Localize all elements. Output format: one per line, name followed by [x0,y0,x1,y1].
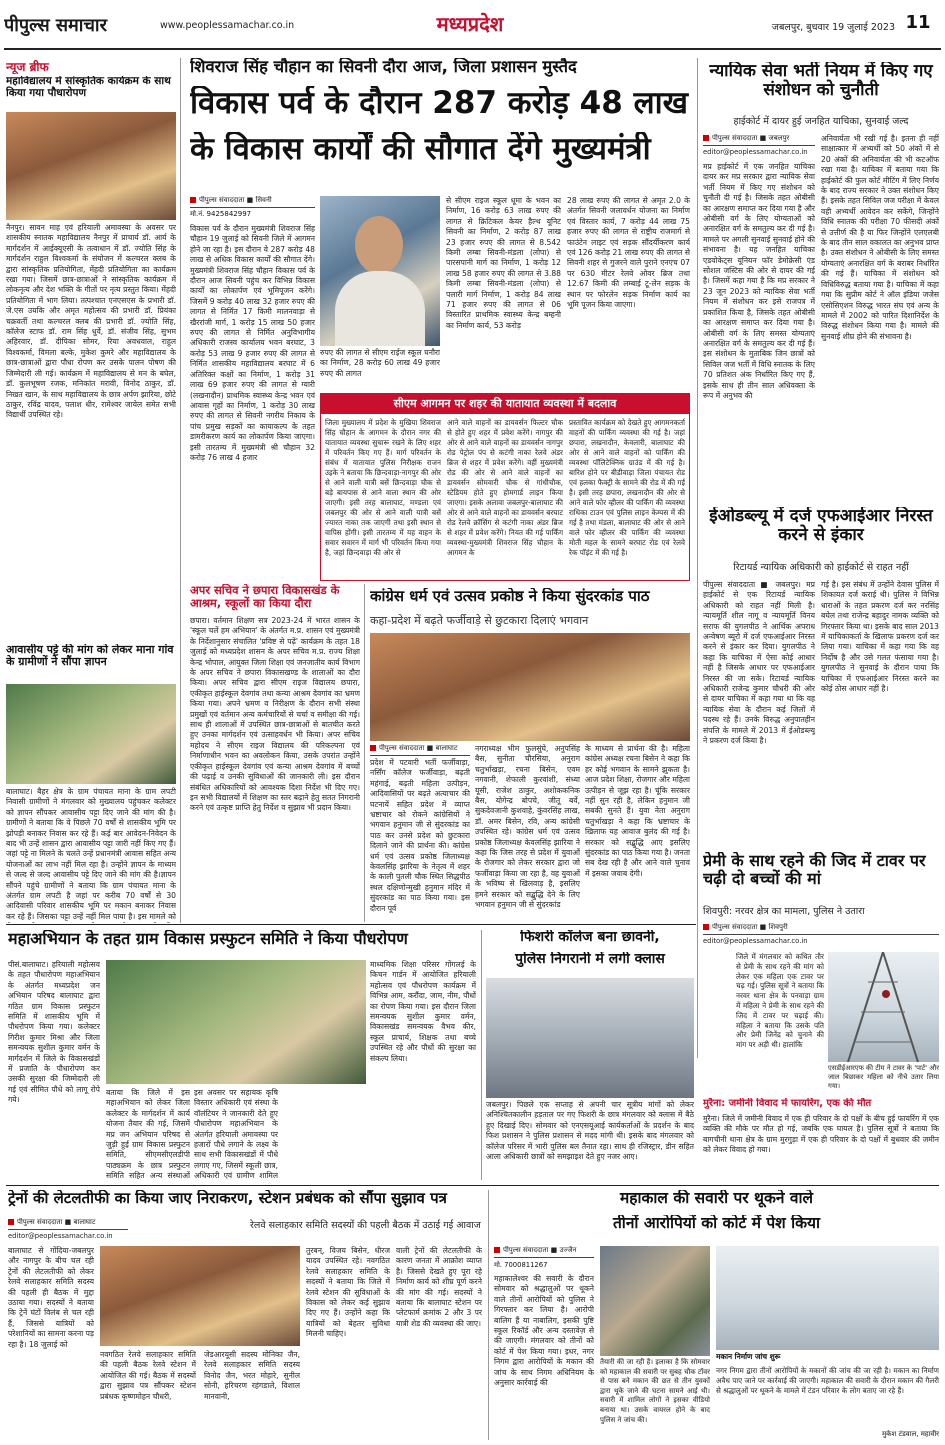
schools-body: छपारा। वर्तमान शिक्षण सत्र 2023-24 में भारत शासन के 'स्कूल चलें हम अभियान' के अंतर्गत म.प्र. शासन एवं मुख्यमंत्री के निर्देशानुसार संचालित 'प्रविष्ट से पढ़ें' कार्यक्रम के तहत 18 जुलाई को मध्यप्रदेश शासन के अपर सचिव म.प्र. राज्य शिक्षा केन्द्र भोपाल, आयुक्त जिला शिक्षा एवं जनजातीय कार्य विभाग के अपर सचिव ने छपारा विकासखण्ड के शालाओं का दौरा किया। अपर सचिव द्वारा सीएम राइज विद्यालय छपारा, एकीकृत हाईस्कूल देवगांव तथा कन्या आश्रम देवगांव का भ्रमण किया गया। अपने भ्रमण व निरीक्षण के दौरान सभी संस्था प्रमुखों एवं वर्तमान अन्य कर्मचारियों से चर्चा व समीक्षा की गई। साथ ही शालाओं में उपस्थित छात्र-छात्राओं से बातचीत करते हुए उनका मार्गदर्शन एवं उत्साहवर्धन भी किया। अपर सचिव महोदय ने सीएम राइज विद्यालय की परिकल्पना एवं निर्माणाधीन भवन का अवलोकन किया, उसके उपरांत उन्होंने एकीकृत हाईस्कूल देवगांव एवं कन्या आश्रम देवगांव में बच्चों की पढ़ाई व उनकी सुविधाओं की जानकारी ली। इस दौरान संबंधित अधिकारियों को आवश्यक दिशा निर्देश भी दिए गए। इन सभी विद्यालयों में शिक्षण का स्तर बढ़ाने हेतु सतत निगरानी करने एवं उत्कृष्ट प्राप्ति हेतु निर्देश व सुझाव भी प्रदान किया। [190,616,360,813]
lead-kicker: शिवराज सिंह चौहान का सिवनी दौरा आज, जिला प्रशासन मुस्तैद [190,58,577,76]
news-brief-label: न्यूज ब्रीफ [6,60,49,74]
mahakal-photo-caption: तैयारी की जा रही है। इलाका है कि सोमवार को महाकाल की सवारी पर सुबह चौक टॉवर से पास बने मकान की छत से तीन युवकों द्वारा थूके जाने की घटना सामने आई थी। सवारी में शामिल लोगों ने इसका वीडियो बनाया था। उसके वायरल होने के बाद पुलिस ने जांच की। [600,1358,710,1424]
lead-headline-line2: के विकास कार्यों की सौगात देंगे मुख्यमंत्री [190,132,651,167]
page-number: 11 [905,12,931,33]
column-divider [697,58,698,1058]
portrait-face [355,216,403,274]
tower-photo-caption: एसडीईआरएफ की टीम ने टावर के 'पार्ट' और जाल बिछाकर महिला को नीचे उतार लिया गया। [828,1064,939,1090]
column-divider [364,584,365,922]
murder-body: मुरैना। जिले में जमीनी विवाद में एक ही परिवार के दो पक्षों के बीच हुई फायरिंग में एक व्यक्ति की मौके पर मौत हो गई, जबकि एक घायल है। पुलिस सूत्रों ने बताया कि बागचीनी थाना क्षेत्र के ग्राम मुरगुड़ा में एक ही परिवार के दो पक्षों में बुधवार की जमीन को लेकर विवाद हो गया। [703,1114,939,1155]
column-divider [481,930,482,1180]
eow-col2: गई है। इस संबंध में उन्होंने देवास पुलिस में शिकायत दर्ज कराई थी। पुलिस ने विभिन्न धाराओं के तहत प्रकरण दर्ज कर नरसिंह बघेल तथा राजेन्द्र बहादुर नामक व्यक्ति को गिरफ्तार किया था। इसके बाद साल 2013 में याचिकाकर्ता के खिलाफ प्रकरण दर्ज कर लिया गया। याचिका में कहा गया कि वह निर्दोष है और उसे गलत फंसाया गया है। युगलपीठ ने सुनवाई के दौरान पाया कि याचिका में एफआईआर निरस्त करने का कोई ठोस आधार नहीं है। [821,580,939,694]
mahakal-head1: महाकाल की सवारी पर थूकने वाले [619,1190,813,1207]
tower-photo [828,952,939,1062]
judicial-subhead: हाईकोर्ट में दायर हुई जनहित याचिका, सुनवाई जल्द [733,116,909,127]
trains-col3: जेडआरयूसी सदस्य मोनिका जैन, रेलवे सलाहकार समिति सदस्य विनोद जैन, भरत मोहारे, सुनील सोनी, हरिचरण रहंगडाले, विशाल मानवानी, [204,1350,300,1401]
trains-col5: वाली ट्रेनों की लेटलतीफी के कारण जनता में आक्रोश व्याप्त है। जिससे देखते हुए पूरा रहे निर्माण कार्य को शीघ्र पूर्ण करने की मांग की गई। सदस्यों ने बताया कि बालाघाट स्टेशन पर प्लेटफार्म क्रमांक 2 और 3 पर यात्री शेड की व्यवस्था की जाए। [396,1246,482,1328]
traffic-col2: आने वाले वाहनों का डायवर्सन फिल्टर चौक से होते हुए शहर में प्रवेश करेंगे। नागपुर की ओर से आने वाले वाहनों का डायवर्सन नागपुर रोड पेट्रोल पंप से कटंगी नाका रेलवे अंडर ब्रिज से शहर में प्रवेश करेंगे। वहीं मुख्यमंत्री रोड की ओर से आने वाले वाहनों का डायवर्सन सोमवारी चौक से गांधीचौक, स्टेडियम होते हुए होमगार्ड लाइन किया जाएगा। इसके अलावा जबलपुर-बालाघाट की ओर से आने वाले वाहनों का डायवर्सन बरघाट रोड रेलवे क्रॉसिंग से कटंगी नाका अंडर ब्रिज से शहर में प्रवेश करेंगे। नियत की गई पार्किंग व्यवस्था-मुख्यमंत्री शिवराज सिंह चौहान के आगमन के [447,418,563,557]
judicial-head: न्यायिक सेवा भर्ती नियम में किए गए संशोधन को चुनौती [709,62,933,101]
brief-item2-title: आवासीय पट्टे की मांग को लेकर माना गांव के ग्रामीणों ने सौंपा ज्ञापन [6,644,174,669]
lead-col1: विकास पर्व के दौरान मुख्यमंत्री शिवराज सिंह चौहान 19 जुलाई को सिवनी जिले में आगमन होने जा रहा है। इस दौरान वे 287 करोड़ 48 लाख से अधिक विकास कार्यों की सौगात देंगे। मुख्यमंत्री शिवराज सिंह चौहान विकास पर्व के दौरान आज सिवनी पहुंच कर विभिन्न विकास कार्यों का लोकार्पण एवं भूमिपूजन करेंगे। जिसमें 9 करोड़ 40 लाख 32 हजार रुपए की लागत से निर्मित 17 किमी मालनवाड़ा से खैररांजी मार्ग, 1 करोड़ 15 लाख 50 हजार रुपए की लागत से निर्मित अनुविभागीय अधिकारी राजस्व कार्यालय भवन बरघाट, 3 करोड़ 53 लाख 9 हजार रुपए की लागत से निर्मित शासकीय महाविद्यालय बरघाट में 6 अतिरिक्त कक्षों का निर्माण, 1 करोड़ 31 लाख 69 हजार रुपए की लागत से ग्यारी (लखनादौन) प्राथमिक स्वास्थ्य केन्द्र भवन एवं आवास गृहों का निर्माण, 1 करोड़ 30 लाख रुपए की लागत से सिवनी नगरीय निकाय के पांच प्रमुख सड़कों का कायाकल्प के तहत डामरीकरण कार्य का लोकार्पण किया जाएगा। इसी तारतम्य में मुख्यमंत्री श्री चौहान 32 करोड़ 76 लाख 4 हजार [190,224,315,462]
section-rule [6,1185,939,1186]
tower-body: जिले में मंगलवार को कथित तौर से प्रेमी के साथ रहने की मांग को लेकर एक महिला एक टावर पर चढ़ गई। पुलिस सूत्रों ने बताया कि नरवर थाना क्षेत्र के पनवाड़ा ग्राम में महिला ने प्रेमी के साथ रहने की जिद में टावर पर चढ़ाई की। महिला ने बताया कि उसके पति और प्रेमी जिनेंद्र को चुनाने की मांग पर अड़ी थी। हालांकि [736,952,824,1050]
trains-col4: तुरबन्, विजय बिसेन, धीरज यादव उपस्थित रहे। नवगठित रेलवे सलाहकार समिति के सदस्यों ने बताया कि जिले में रेलवे स्टेशन की सुविधाओं के विकास को लेकर कई सुझाव दिए गए हैं। उन्होंने कहा कि यात्रियों को बेहतर सुविधा मिलनी चाहिए। [306,1246,390,1339]
congress-photo [370,633,690,741]
dateline: जबलपुर, बुधवार 19 जुलाई 2023 [771,22,895,33]
tower-head: प्रेमी के साथ रहने की जिद में टावर पर चढ़ी दो बच्चों की मां [703,852,926,888]
congress-col1: प्रदेश में पटवारी भर्ती फर्जीवाड़ा, नर्सिंग कॉलेज फर्जीवाड़ा, बढ़ती महंगाई, बढ़ती महिला उत्पीड़न, आदिवासियों पर बढ़ते अत्याचार की घटनायें सहित प्रदेश में व्याप्त भ्रष्टाचार को रोकने कांग्रेसियों ने भगवान हनुमान जी से सुंदरकांड का पाठ कर उनसे प्रदेश को छुटकारा दिलाने जाने की प्रार्थना की। कांग्रेस धर्म एवं उत्सव प्रकोष्ठ जिलाध्यक्ष केवलसिंह झारिया के नेतृत्व में शहर के काली पुतली चौक स्थित सिद्धपीठ स्थल दक्षिणोन्मुखी हनुमान मंदिर में सुंदरकांड का पाठ किया गया। इस दौरान पूर्व [370,758,470,913]
column-divider [180,58,181,923]
trains-byline [8,1218,128,1230]
congress-byline-text: पीपुल्स संवाददाता ■ बालाघाट [379,744,458,752]
traffic-col3: प्रस्तावित कार्यक्रम को देखते हुए आगमनकर्ता वाहनों की पार्किंग व्यवस्था की गई है। जहां छपारा, लखनादौन, केवलारी, बालाघाट की ओर से आने वाले वाहनों को पार्किंग की व्यवस्था पॉलिटेक्निक ग्राउंड में की गई है। बारिश होने पर बीडीवाड़ा जिला पंचायत रोड एवं हलका फैक्ट्री के सामने की रोड में की गई है। इसी तरह छपारा, लखनादौन की ओर से आने वाले फोर व्हीलर की पार्किंग की व्यवस्था राधिका टाउन एवं पुलिस लाइन केम्पस में की गई है तथा मंडला, बालाघाट की ओर से आने वाले फोर व्हीलर की पार्किंग की व्यवस्था मोती महल के सामने बरघाट रोड एवं रेलवे रेक पॉइंट में की गई है। [569,418,685,557]
mahaabhiyan-col1: पीसं.बालाघाट। हरियाली महोत्सव के तहत पौधारोपण महाअभियान के अंतर्गत मध्यप्रदेश जन अभियान परिषद बालाघाट द्वारा गठित ग्राम विकास प्रस्फुटन समिति में शासकीय भूमि में पौधरोपण किया गया। कलेक्टर गिरीश कुमार मिश्रा और जिला समन्वयक सुशील कुमार वर्मन के मार्गदर्शन में जिले के विकासखंडों में प्रजाति के पौधारोपण कर उसकी सुरक्षा की जिम्मेदारी ली गई एवं सीमित पौधे को लागू रोपे गये। [8,960,100,1105]
brief-item1-title: महाविद्यालय में सांस्कृतिक कार्यक्रम के साथ किया गया पौधारोपण [6,76,171,99]
trains-subhead: रेलवे सलाहकार समिति सदस्यों की पहली बैठक में उठाई गई आवाज [250,1220,481,1231]
mahakal-demolition-caption: मकान निर्माण जांच शुरू [716,1352,781,1361]
masthead [0,0,945,52]
mahaabhiyan-photo [106,960,366,1084]
brief-item2-photo [6,684,176,784]
murder-head: मुरैना: जमीनी विवाद में फायरिंग, एक की मौत [703,1098,872,1109]
trains-col1: बालाघाट से गोंदिया-जबलपुर और नागपुर के बीच चल रही ट्रेनों की लेटलतीफी को लेकर रेलवे सलाहकार समिति सदस्य की पहली ही बैठक में मुद्दा उठाया गया। सदस्यों ने बताया कि ट्रेनें घंटों विलंब से चल रही हैं, जिससे यात्रियों को परेशानियों का सामना करना पड़ रहा है। 18 जुलाई को [8,1246,94,1349]
tower-email[interactable]: editor@peoplessamachar.co.in [703,937,808,945]
mahakal-photo [600,1246,710,1356]
coaching-head1: फिशरी कॉलेज बना छावनी, [520,930,660,945]
mahaabhiyan-col2: बताया कि जिले में इस महाअभियान को लेकर जिला कलेक्टर के मार्गदर्शन में कार्य योजना तैयार की गई, जिसमें मप्र जन अभियान परिषद से जुड़ी हुई ग्राम विकास प्रस्फुटन समिति, सीएमसीएलडीपी पाठ्यक्रम के छात्र प्रस्फुटन समिति सहित अन्य संस्थाओं [106,1088,190,1180]
judicial-col1: मप्र हाईकोर्ट में एक जनहित याचिका दायर कर मप्र सरकार द्वारा न्यायिक सेवा भर्ती नियम में किए गए संशोधन को चुनौती दी गई है। जिसके तहत ओबीसी का आरक्षण समाप्त कर दिया गया है और ओबीसी वर्ग के लिए योग्यताओं को अनारक्षित वर्ग के समतुल्य कर दी गई है। मामले पर अगली सुनवाई सुनवाई होने की संभावना है। यह जनहित याचिका एडवोकेट्स यूनियन फॉर डेमोक्रेसी एंड सोशल जस्टिस की ओर से दायर की गई है। जिसमें कहा गया है कि मप्र सरकार ने 23 जून 2023 को न्यायिक सेवा भर्ती नियम में संशोधन कर इसे राजपत्र में प्रकाशित किया है, जिसके तहत ओबीसी का आरक्षण समाप्त कर दिया गया है। ओबीसी वर्ग के लिए समस्त योग्यताएं अनारक्षित वर्ग के समतुल्य कर दी गई हैं। इस संशोधन के मुताबिक जिन छात्रों को सिविल जज भर्ती में विधि स्नातक के लिए 70 प्रतिशत अंक निर्धारित किए गए हैं, इसके साथ ही तीन साल अधिवक्ता के रूप में अनुभव की [703,162,815,400]
mahaabhiyan-head: महाअभियान के तहत ग्राम विकास प्रस्फुटन समिति ने किया पौधरोपण [8,930,408,948]
lead-byline [190,196,315,208]
traffic-box [320,393,690,581]
brand-name: पीपुल्स समाचार [4,15,107,36]
column-divider [488,1190,489,1440]
trains-head: ट्रेनों की लेटलतीफी का किया जाए निराकरण, स्टेशन प्रबंधक को सौंपा सुझाव पत्र [8,1190,447,1207]
trains-email[interactable]: editor@peoplessamachar.co.in [8,1232,113,1240]
mahakal-head2: तीनों आरोपियों को कोर्ट में पेश किया [612,1215,821,1232]
judicial-col2: अनिवार्यता भी रखी गई है। इतना ही नहीं साक्षात्कार में अभ्यर्थी को 50 अंकों में से 20 अंकों की अनिवार्यता की भी कटऑफ रखा गया है। याचिका में बताया गया कि हाईकोर्ट की फुल कोर्ट मीटिंग में लिए निर्णय के बाद राज्य सरकार ने उक्त संशोधन किए हैं। इसके तहत सिविल जज परीक्षा में केवल वही अभ्यर्थी आवेदन कर सकेंगे, जिन्होंने विधि स्नातक की परीक्षा 70 फीसदी अंकों से उत्तीर्ण की है या फिर जिन्होंने एलएलबी के बाद तीन साल वकालत का अनुभव प्राप्त है। उक्त संशोधन ने ओबीसी के लिए समस्त योग्यताएं अनारक्षित वर्ग के बराबर निर्धारित की गई हैं। याचिका में संशोधन को विधिविरुद्ध बताया गया है। याचिका में कहा गया कि सुप्रीम कोर्ट ने ऑल इंडिया जजेस एसोसिएशन विरुद्ध भारत संघ एवं अन्य के मामले में 2002 को पारित दिशानिर्देश के विरुद्ध संशोधन किया गया है। मामले की सुनवाई शीघ्र होने की संभावना है। [821,134,939,341]
eow-subhead: रिटायर्ड न्यायिक अधिकारी को हाईकोर्ट से राहत नहीं [733,562,909,573]
trains-col2: नवगठित रेलवे सलाहकार समिति की पहली बैठक रेलवे स्टेशन में आयोजित की गई। बैठक में सदस्यों द्वारा सुझाव पत्र सौंपकर स्टेशन प्रबंधक कृष्णमोहन चौधरी, [100,1350,196,1401]
congress-col3: के माध्यम से प्रार्थना की है। महिला कांग्रेस अध्यक्ष रचना बिसेन ने कहा कि हर कोई भगवान के सामने झुकता है। आज प्रदेश शिक्षा, रोजगार और महिला उत्पीड़न से जूझ रहा है। चूंकि सरकार नहीं सुन रही है, लेकिन हनुमान जी सबकी सुनते हैं। युवा नेता अनुराग चतुर्भाखड़ा ने कहा कि भ्रष्टाचार के खिलाफ यह आवाज बुलंद की गई है। सरकार को सद्बुद्धि आए इसलिए सुंदरकांड का पाठ किया गया है। जनता सब देख रही है और आने वाले चुनाव में इसका जवाब देगी। [585,744,690,878]
tower-icon [828,952,939,1062]
eow-head: ईओडब्ल्यू में दर्ज एफआईआर निरस्त करने से इंकार [709,507,933,546]
mahakal-byline [494,1246,594,1258]
coaching-head2: पुलिस निगरानी में लगी क्लास [515,952,665,967]
mahakal-phone: मो. 7000811267 [494,1261,548,1269]
eow-col1: पीपुल्स संवाददाता ■ जबलपुर। मप्र हाईकोर्ट से एक रिटायर्ड न्यायिक अधिकारी को राहत नहीं मिली है। न्यायमूर्ति शील नागू व न्यायमूर्ति विनय सराफ की युगलपीठ ने आर्थिक अपराध अन्वेषण ब्यूरो में दर्ज एफआईआर निरस्त करने से इंकार कर दिया। युगलपीठ ने कहा कि याचिका में ऐसा कोई आधार नहीं है जिसके आधार पर एफआईआर निरस्त की जा सके। रिटायर्ड न्यायिक अधिकारी राजेन्द्र कुमार चौधरी की ओर से दायर याचिका में कहा गया था कि वह न्यायिक सेवा के दौरान कई जिलों में पदस्थ रहे हैं। उनके विरुद्ध अनुपातहीन संपत्ति के मामले में 2013 में ईओडब्ल्यू ने प्रकरण दर्ज किया है। [703,580,815,746]
mahaabhiyan-col3: इस अवसर पर सहायक कृषि विस्तार अधिकारी एवं संस्था के वॉलंटियर ने जानकारी देते हुए पौधारोपण महाअभियान के अंतर्गत हरियाली अमावस्या पर हजारों पौधे लगाने के लक्ष्य के साथ सभी विकासखंडों में पौधे लगाए गए, जिसमें स्कूली छात्र, अधिकारी एवं ग्रामीण शामिल [194,1088,278,1180]
lead-photo-chief-minister [320,196,440,346]
judicial-byline-text: पीपुल्स संवाददाता ■ जबलपुर [712,134,790,142]
traffic-box-head: सीएम आगमन पर शहर की यातायात व्यवस्था में बदलाव [321,394,689,414]
tower-byline-text: पीपुल्स संवाददाता ■ शिवपुरी [712,923,788,931]
section-title: मध्यप्रदेश [436,12,504,36]
mahakal-building-photo [716,1246,939,1350]
brand-logo [4,13,154,37]
schools-head: अपर सचिव ने छपारा विकासखंड के आश्रम, स्कूलों का किया दौरा [190,584,340,610]
trains-photo [100,1246,300,1346]
site-url[interactable]: www.peoplessamachar.co.in [160,20,295,31]
lead-col2: से सीएम राइज स्कूल धूमा के भवन का निर्माण, 16 करोड़ 63 लाख रुपए की लागत से क्रिटिकल केयर हैल्थ यूनिट सिवनी का निर्माण, 2 करोड़ 87 लाख 23 हजार रुपए की लागत से 8.542 किमी लम्बा सिवनी-मंडला (लोपा) से पारसपानी मार्ग का निर्माण, 1 करोड़ 12 लाख 58 हजार रुपए की लागत से 3.88 किमी लम्बा सिवनी-मंडला (लोपा) से पलारी मार्ग निर्माण, 1 करोड़ 84 लाख 71 हजार रुपए की लागत से 06 विस्तारित प्राथमिक स्वास्थ्य केन्द्र बम्हनी का निर्माण कार्य, 53 करोड़ [446,196,561,330]
mahakal-body: महाकालेश्वर की सवारी के दौरान सोमवार को श्रद्धालुओं पर थूकने वाले तीनों आरोपियों को पुलिस ने गिरफ्तार कर लिया है। आरोपी बालिग हैं या नाबालिग, इसकी पुष्टि स्कूल रिकॉर्ड और अन्य दस्तावेज़ से की जाएगी। मंगलवार को तीनों को कोर्ट में पेश किया गया। इधर, नगर निगम द्वारा आरोपियों के मकान की जांच के साथ निगम अधिनियम के अनुसार कार्रवाई की [494,1274,594,1388]
traffic-col1: जिला मुख्यालय में प्रदेश के मुखिया शिवराज सिंह चौहान के आगमन के दौरान नगर की यातायात व्यवस्था सुचारू रखने के लिए शहर में परिवर्तन किए गए हैं। मार्ग परिवर्तन के संबंध में यातायात पुलिस निरीक्षक राजन उइके ने बताया कि छिन्दवाड़ा-नागपुर की ओर से आने वाली यात्री बसें छिन्दवाड़ा चौक से बड़े बायपास से आने वाला स्थान की ओर जाएगी। इसी तरह बालाघाट, मण्डला एवं जबलपुर की ओर से आने वाली यात्री बसें ज्यारत नाका तक जाएगी तथा इसी स्थान से वापिस होंगी। इसी तारतम्य में यह वाहन के सवार सवारन में मार्ग भी परिवर्तन किया गया है, जहां छिन्दवाड़ा की ओर से [325,418,441,557]
congress-byline [370,744,470,756]
lead-col3: 28 लाख रुपए की लागत से अमृत 2.0 के अंतर्गत सिवनी जलावर्धन योजना का निर्माण एवं विस्तार कार्य, 7 करोड़ 44 लाख 75 हजार रुपए की लागत से राष्ट्रीय राजमार्ग से फाउंटेन लाइट एवं सड़क सौंदर्यीकरण कार्य एवं 126 करोड़ 21 लाख रुपए की लागत से सिवनी शहर से गुजरने वाले पुराने एनएच 07 पर 630 मीटर रेलवे ओवर ब्रिज तथा 12.67 किमी की लम्बाई टू-लेन सड़क के स्थान पर फोरलेन सड़क निर्माण कार्य का भूमि पूजन किया जाएगा। [567,196,690,310]
brief-item1-photo [6,112,176,220]
tower-subhead: शिवपुरी: नरवर क्षेत्र का मामला, पुलिस ने उतारा [703,906,865,917]
coaching-body: जबलपुर। पिछले एक सप्ताह से अपनी चार सूत्रीय मांगों को लेकर अनिश्चितकालीन हड़ताल पर गए फिशरी के छात्र मंगलवार को क्लास में बैठे हुए दिखाई दिए। सोमवार को एनएसयूआई कार्यकर्ताओं के प्रदर्शन के बाद फिश प्रशासन ने पुलिस प्रशासन से मदद मांगी थी। इसके बाद मंगलवार को कॉलेज परिसर में भारी पुलिस बल तैनात रहा। साथ ही रजिस्ट्रार, डीन सहित आला अधिकारी छात्रों को समझाइश देते हुए नजर आए। [486,1100,694,1162]
lead-phone: मो.नं. 9425842997 [190,210,252,218]
mahakal-byline-text: पीपुल्स संवाददाता ■ उज्जैन [503,1246,577,1254]
brief-item1-body: नैनपुर। सावन माह एवं हरियाली अमावस्या के अवसर पर शासकीय स्नातक महाविद्यालय नैनपुर में प्राचार्य डॉ. आर्य के मार्गदर्शन में आईक्यूएसी के तत्वाधान में डॉ. ज्योति सिंह के मार्गदर्शन राहुल विश्वकर्मा के संयोजन में कल्चरल क्लब के द्वारा सांस्कृतिक प्रतियोगिता, मेंहदी प्रतियोगिता का कार्यक्रम रखा गया। जिसमें छात्र-छात्राओं ने सांस्कृतिक कार्यक्रम में लोकनृत्य और देश भक्ति के गीतों पर नृत्य प्रस्तुत किया। मेंहदी प्रतियोगिता में भाग लिया। तत्पश्चात एनएसएस के प्रभारी डॉ. जे.एस उयकि और अमृत महोत्सव की प्रभारी डॉ. प्रियंका चक्रवर्ती तथा कल्चरल क्लब की प्रभारी डॉ. ज्योति सिंह, कॉलेज स्टाफ डॉ. राम सिंह धुर्वे, डॉ. संजीव सिंह, सुभम अहिरवार, डॉ. दीपिका सोमर, रिया अवधवाल, राहुल विश्वकर्मा, विमला बल्के, मुकेश कुमरे और महाविद्यालय के छात्र-छात्राओं द्वारा पौधा रोपण कर उसके पालन पोषण की जिम्मेदारी ली गई। कार्यक्रम में महाविद्यालय से मन के बघेल, डॉ. कुलभूषण रजक, मनिकांत मरावी, विनोद ठाकुर, डॉ. निखत खान, के साथ महाविद्यालय के छात्र अर्पण झारिया, छोटे ठाकुर, रविंद्र यादव, पलाश धीर, रामेश्वर जायेल समेत सभी विद्यार्थी उपस्थित रहे। [6,223,176,420]
mahaabhiyan-col4-text: माध्यमिक शिक्षा परिसर गोंगलई के किचन गार्डन में आयोजित हरियाली महोत्सव एवं पौधरोपण कार्यक्रम में विभिन्न आम, करौंदा, जाम, नीम, पौधों का रोपण किया गया। इस दौरान जिला समन्वयक सुशील कुमार वर्मन, विकासखंड समन्वयक वैभव कीर, स्कूल प्राचार्य, शिक्षक तथा बच्चे उपस्थित रहे और पौधों की सुरक्षा का संकल्प लिया। [370,960,476,1063]
section-rule [6,924,696,925]
congress-subhead: कहा-प्रदेश में बढ़ते फर्जीवाड़े से छुटकारा दिलाएं भगवान [370,614,589,627]
trains-byline-text: पीपुल्स संवाददाता ■ बालाघाट [17,1218,96,1226]
lead-photo-caption: रुपए की लागत से सीएम राईज स्कूल घनौरा का निर्माण, 28 करोड़ 60 लाख 49 हजार रुपए की लागत [320,348,440,378]
portrait-body [335,271,425,346]
news-brief-column [6,58,176,923]
mahakal-credit: मुकेश टंडवाल, महावीर [881,1430,939,1438]
congress-head: कांग्रेस धर्म एवं उत्सव प्रकोष्ठ ने किया सुंदरकांड पाठ [370,588,650,605]
mahakal-demolition-body: नगर निगम द्वारा तीनों आरोपियों के मकानों की जांच की जा रही है। मकान का निर्माण अवैध पाए जाने पर कार्रवाई की जाएगी। महाकाल की सवारी के दौरान मकान की गैलरी से श्रद्धालुओं पर थूकने के मामले में टंडन परिवार के लोग बताए जा रहे हैं। [716,1366,939,1395]
congress-col2: नगराध्यक्ष भीम फुलसुंघे, अनुपसिंह बैस, सुनीता चौरसिया, अनुराग चतुर्भाखड़ा, रचना बिसेन, एवम नगवानी, शेफाली कुरवांशी, संध्या यूसी, राजेश ठाकुर, अशोककनिक बैस, योगेन्द्र बोपचे, जीतू बर्वे, सुकदेवजानी कुशवाहे, कुंवरसिंह लाख, डॉ. अमर बिसेन, रवि, अन्य कांग्रेसी उपस्थित रहे। कांग्रेस धर्म एवं उत्सव प्रकोष्ठ जिलाध्यक्ष केवलसिंह झारिया ने कहा कि जिस तरह से प्रदेश में युवाओं के रोजगार को लेकर सरकार द्वारा जो फर्जीवाड़ा किया जा रहा है, वह युवाओं के भविष्य से खिलवाड़ है, इसलिए हमने सरकार को सद्बुद्धि देने के लिए भगवान हनुमान जी से सुंदरकांड [475,744,580,910]
tower-byline [703,923,939,935]
header-rule [4,48,941,50]
brief-item2-body: बालाघाट। बैहर क्षेत्र के ग्राम पंचायत माना के ग्राम लपटी निवासी ग्रामीणों ने मंगलवार को मुख्यालय पहुंचकर कलेक्टर को ज्ञापन सौंपकर आवासीय पट्टा दिए जाने की मांग की है। ग्रामीणों ने बताया कि वे पिछले 70 वर्षों से शासकीय भूमि पर झोपड़ी बनाकर निवास कर रहे हैं। कई बार आवेदन-निवेदन के बाद भी उन्हें शासन द्वारा आवासीय पट्टा जारी नहीं किए गए हैं। जहां पट्टे ना मिलने के चलते उन्हें प्रधानमंत्री आवास सहित अन्य योजनाओं का लाभ नहीं मिल रहा है। उन्होंने ज्ञापन के माध्यम से जल्द से जल्द आवासीय पट्टे दिए जाने की मांग की है।ज्ञापन सौंपने पहुंचे ग्रामीणों ने बताया कि ग्राम पंचायत माना के अंतर्गत ग्राम लपटी है जहां पर करीब 70 वर्षों से 30 आदिवासी परिवार शासकीय भूमि पर मकान बनाकर निवास कर रहे हैं। जिसका पट्टा उन्हें नहीं मिल पाया है। इस मामले को [6,787,176,921]
coaching-photo [486,978,694,1098]
judicial-byline [703,134,815,146]
judicial-email[interactable]: editor@peoplessamachar.co.in [703,148,808,156]
lead-headline-line1: विकास पर्व के दौरान 287 करोड़ 48 लाख [190,86,689,121]
lead-byline-text: पीपुल्स संवाददाता ■ सिवनी [199,196,272,204]
